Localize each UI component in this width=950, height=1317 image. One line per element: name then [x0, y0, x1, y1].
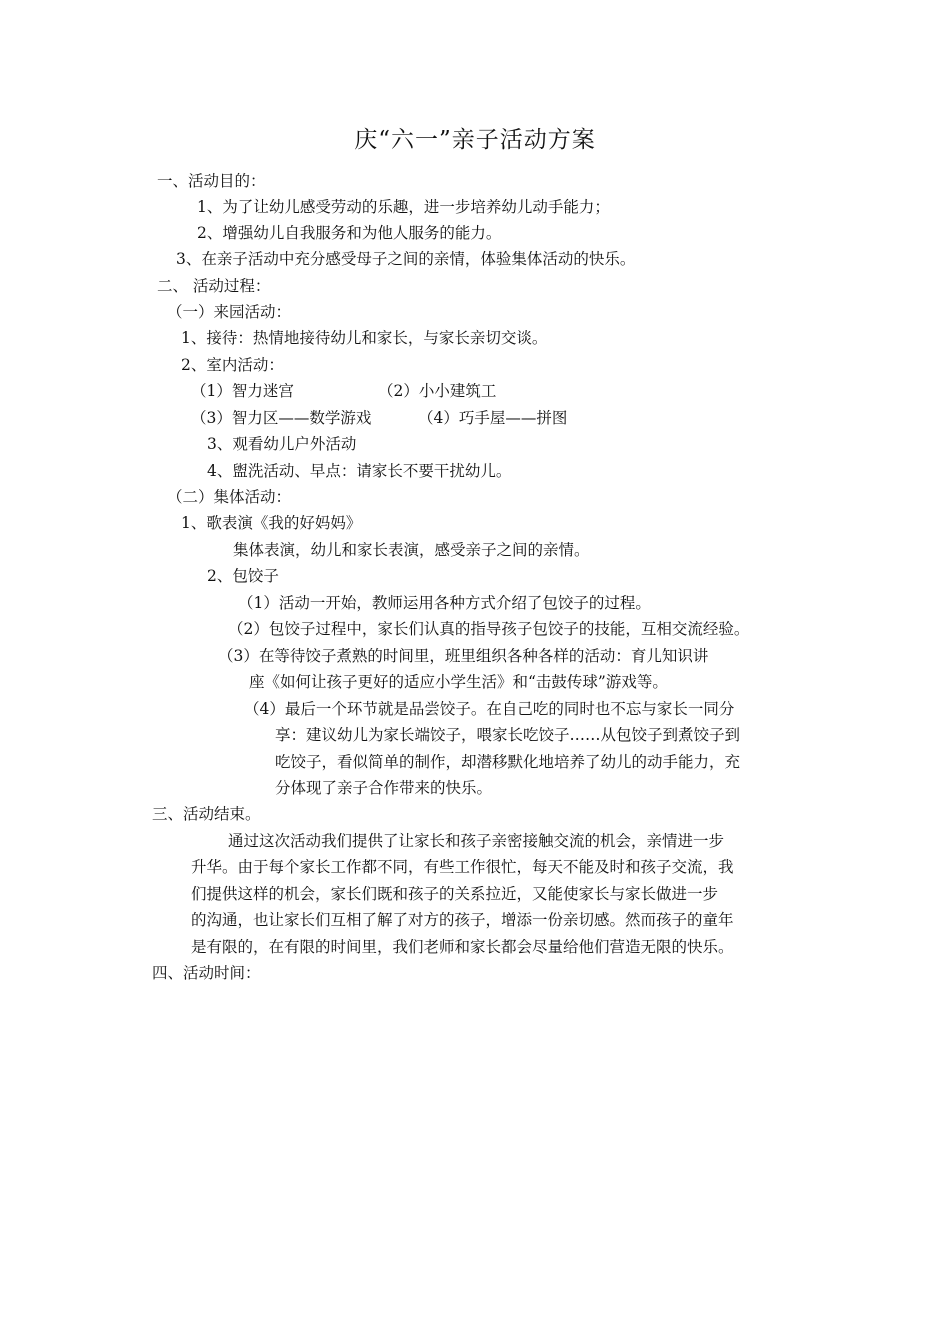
section3-line-3: 们提供这样的机会，家长们既和孩子的关系拉近，又能使家长与家长做进一步 [191, 885, 719, 903]
dumpling-step-4-line3: 吃饺子，看似简单的制作，却潜移默化地培养了幼儿的动手能力，充 [275, 753, 741, 771]
part2-dumpling: 2、包饺子 [207, 567, 279, 585]
indoor-item-2: （2）小小建筑工 [378, 382, 497, 400]
dumpling-step-4-line2: 享：建议幼儿为家长端饺子，喂家长吃饺子……从包饺子到煮饺子到 [275, 726, 741, 744]
section1-heading: 一、活动目的： [157, 172, 266, 190]
section3-heading: 三、活动结束。 [152, 805, 261, 823]
part1-heading: （一）来园活动： [167, 303, 292, 321]
section1-item-3: 3、在亲子活动中充分感受母子之间的亲情，体验集体活动的快乐。 [176, 250, 636, 268]
dumpling-step-3-line1: （3）在等待饺子煮熟的时间里，班里组织各种各样的活动：育儿知识讲 [218, 647, 709, 665]
part1-indoor: 2、室内活动： [181, 356, 284, 374]
part2-heading: （二）集体活动： [167, 488, 292, 506]
indoor-item-1: （1）智力迷宫 [191, 382, 294, 400]
dumpling-step-4-line4: 分体现了亲子合作带来的快乐。 [275, 779, 493, 797]
part1-wash: 4、盥洗活动、早点：请家长不要干扰幼儿。 [207, 462, 512, 480]
dumpling-step-4-line1: （4）最后一个环节就是品尝饺子。在自己吃的同时也不忘与家长一同分 [244, 700, 735, 718]
part1-reception: 1、接待：热情地接待幼儿和家长，与家长亲切交谈。 [181, 329, 548, 347]
section2-heading: 二、 活动过程： [157, 277, 271, 295]
section1-item-2: 2、增强幼儿自我服务和为他人服务的能力。 [197, 224, 502, 242]
indoor-item-3: （3）智力区——数学游戏 [191, 409, 372, 427]
part2-song-desc: 集体表演，幼儿和家长表演，感受亲子之间的亲情。 [233, 541, 590, 559]
dumpling-step-2: （2）包饺子过程中，家长们认真的指导孩子包饺子的技能，互相交流经验。 [228, 620, 750, 638]
section4-heading: 四、活动时间： [152, 964, 261, 982]
part1-watch: 3、观看幼儿户外活动 [207, 435, 357, 453]
part2-song: 1、歌表演《我的好妈妈》 [181, 514, 362, 532]
section3-line-1: 通过这次活动我们提供了让家长和孩子亲密接触交流的机会，亲情进一步 [228, 832, 725, 850]
section3-line-4: 的沟通，也让家长们互相了解了对方的孩子，增添一份亲切感。然而孩子的童年 [191, 911, 734, 929]
dumpling-step-3-line2: 座《如何让孩子更好的适应小学生活》和“击鼓传球”游戏等。 [249, 673, 668, 691]
document-title: 庆“六一”亲子活动方案 [354, 127, 596, 153]
indoor-item-4: （4）巧手屋——拼图 [418, 409, 568, 427]
section1-item-1: 1、为了让幼儿感受劳动的乐趣，进一步培养幼儿动手能力； [197, 198, 610, 216]
dumpling-step-1: （1）活动一开始，教师运用各种方式介绍了包饺子的过程。 [238, 594, 651, 612]
section3-line-2: 升华。由于每个家长工作都不同，有些工作很忙，每天不能及时和孩子交流，我 [191, 858, 734, 876]
section3-line-5: 是有限的，在有限的时间里，我们老师和家长都会尽量给他们营造无限的快乐。 [191, 938, 734, 956]
